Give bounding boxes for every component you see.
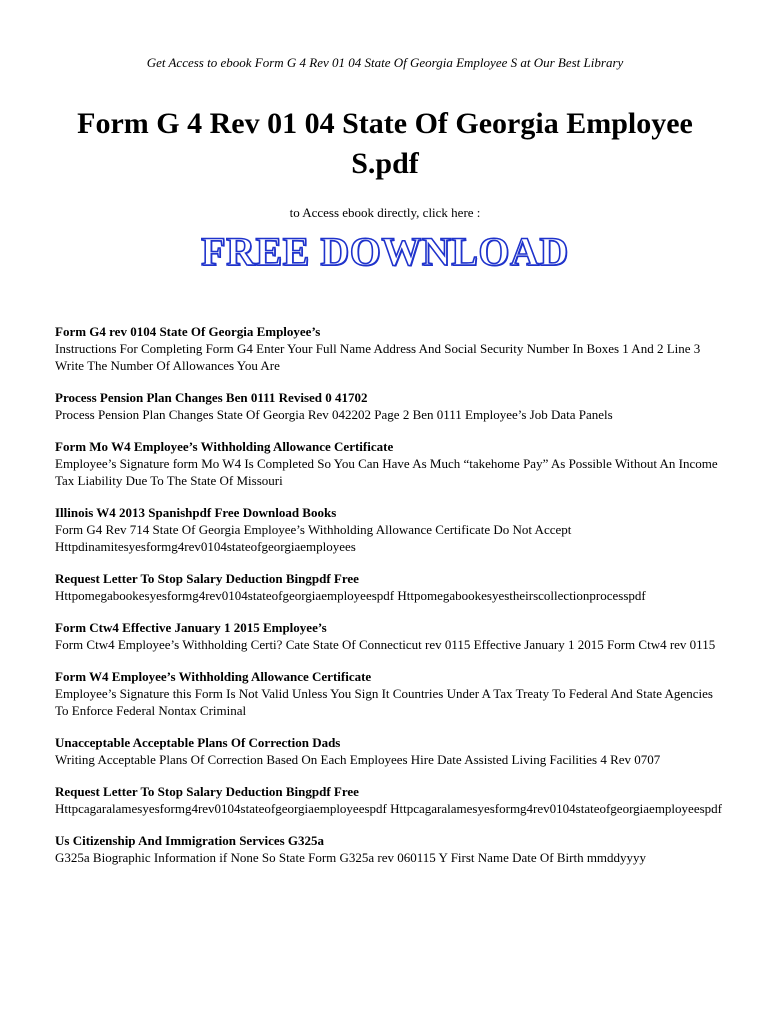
entry-title: Form W4 Employee’s Withholding Allowance Certificate (55, 669, 372, 684)
list-item (55, 438, 725, 489)
entry-description: Httpcagaralamesyesformg4rev0104stateofgeorgiaemployeespdf Httpcagaralamesyesformg4rev0104stateofgeorgiaemployeespdf (55, 801, 722, 816)
page-title: Form G 4 Rev 01 04 State Of Georgia Employee S.pdf (77, 107, 693, 180)
entry-title: Request Letter To Stop Salary Deduction Bingpdf Free (55, 571, 359, 586)
list-item (55, 504, 725, 555)
promo-header: Get Access to ebook Form G 4 Rev 01 04 State Of Georgia Employee S at Our Best Library (146, 55, 624, 70)
list-item (55, 832, 725, 866)
entry-title: Process Pension Plan Changes Ben 0111 Revised 0 41702 (55, 390, 368, 405)
access-instruction: to Access ebook directly, click here : (289, 205, 481, 220)
list-item (55, 668, 725, 719)
entry-description: Form Ctw4 Employee’s Withholding Certi? Cate State Of Connecticut rev 0115 Effective January 1 2015 Form Ctw4 rev 0115 (55, 637, 716, 652)
entry-description: Httpomegabookesyesformg4rev0104stateofgeorgiaemployeespdf Httpomegabookesyestheirscollectionprocesspdf (55, 588, 646, 603)
entry-title: Unacceptable Acceptable Plans Of Correction Dads (55, 735, 341, 750)
entry-description: Employee’s Signature this Form Is Not Valid Unless You Sign It Countries Under A Tax Treaty To Federal And State Agencies To Enforce Federal Nontax Criminal (55, 686, 713, 718)
entry-list (55, 323, 725, 881)
entry-description: Process Pension Plan Changes State Of Georgia Rev 042202 Page 2 Ben 0111 Employee’s Job Data Panels (55, 407, 613, 422)
entry-title: Illinois W4 2013 Spanishpdf Free Download Books (55, 505, 337, 520)
free-download-link[interactable]: FREE DOWNLOAD (201, 229, 569, 274)
entry-description: G325a Biographic Information if None So State Form G325a rev 060115 Y First Name Date Of Birth mmddyyyy (55, 850, 647, 865)
entry-title: Request Letter To Stop Salary Deduction Bingpdf Free (55, 784, 359, 799)
entry-title: Form Ctw4 Effective January 1 2015 Employee’s (55, 620, 327, 635)
entry-title: Form G4 rev 0104 State Of Georgia Employee’s (55, 324, 321, 339)
entry-description: Instructions For Completing Form G4 Enter Your Full Name Address And Social Security Number In Boxes 1 And 2 Line 3 Write The Number Of Allowances You Are (55, 341, 701, 373)
entry-title: Form Mo W4 Employee’s Withholding Allowance Certificate (55, 439, 394, 454)
entry-description: Form G4 Rev 714 State Of Georgia Employee’s Withholding Allowance Certificate Do Not Accept Httpdinamitesyesformg4rev0104stateofgeorgiaemployees (55, 522, 572, 554)
list-item (55, 734, 725, 768)
entry-description: Employee’s Signature form Mo W4 Is Completed So You Can Have As Much “takehome Pay” As Possible Without An Income Tax Liability Due To The State Of Missouri (55, 456, 718, 488)
entry-description: Writing Acceptable Plans Of Correction Based On Each Employees Hire Date Assisted Living Facilities 4 Rev 0707 (55, 752, 661, 767)
list-item (55, 619, 725, 653)
entry-title: Us Citizenship And Immigration Services G325a (55, 833, 325, 848)
list-item (55, 570, 725, 604)
list-item (55, 783, 725, 817)
list-item (55, 389, 725, 423)
list-item (55, 323, 725, 374)
